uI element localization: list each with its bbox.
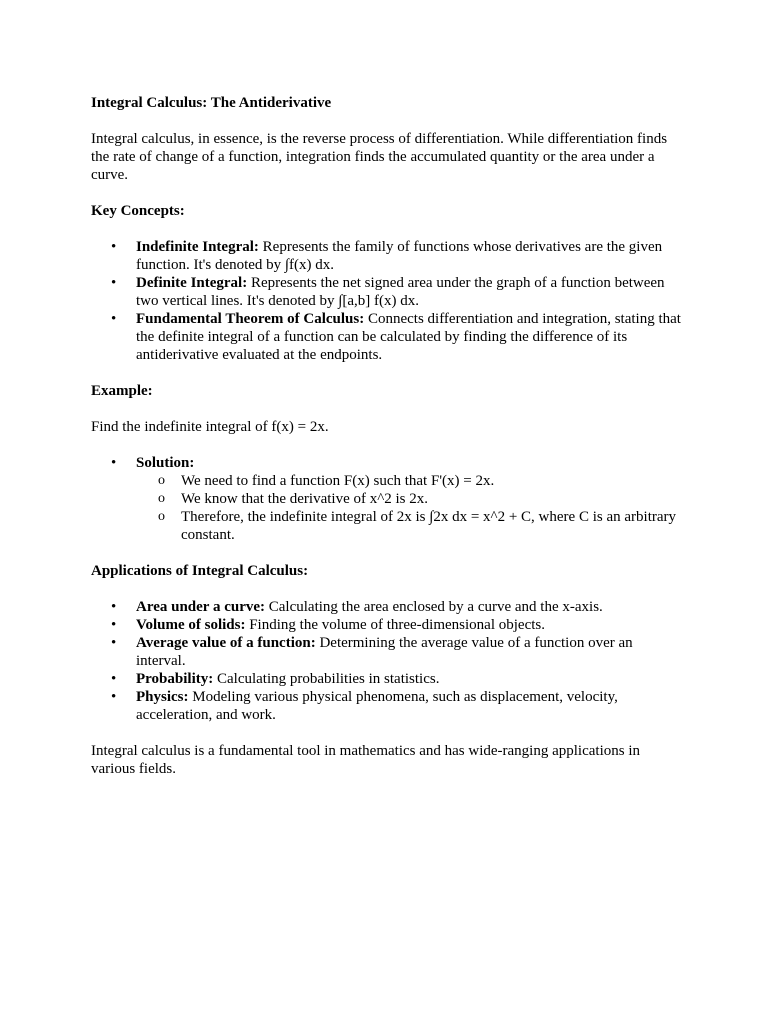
list-item: • Definite Integral: Represents the net signed area under the graph of a function between two vertical lines. It's denoted by ∫[a,b] f(x) dx. <box>91 274 681 310</box>
applications-list <box>91 598 681 724</box>
solution-step: o We know that the derivative of x^2 is 2x. <box>136 490 681 508</box>
document-title: Integral Calculus: The Antiderivative <box>91 95 332 111</box>
solution-label: Solution: <box>136 455 195 471</box>
list-item: • Indefinite Integral: Represents the family of functions whose derivatives are the given function. It's denoted by ∫f(x) dx. <box>91 238 681 274</box>
example-problem: Find the indefinite integral of f(x) = 2x. <box>91 419 329 435</box>
example-heading: Example: <box>91 383 153 399</box>
key-concepts-list <box>91 238 681 364</box>
solution-list <box>91 454 681 544</box>
conclusion-paragraph: Integral calculus is a fundamental tool in mathematics and has wide-ranging applications in various fields. <box>91 743 641 777</box>
applications-heading: Applications of Integral Calculus: <box>91 563 309 579</box>
list-item: • Fundamental Theorem of Calculus: Connects differentiation and integration, stating that the definite integral of a function can be calculated by finding the difference of its antiderivative evaluated at the endpoints. <box>91 310 681 364</box>
solution-step: o Therefore, the indefinite integral of 2x is ∫2x dx = x^2 + C, where C is an arbitrary constant. <box>136 508 681 544</box>
list-item: • Area under a curve: Calculating the area enclosed by a curve and the x-axis. <box>91 598 681 616</box>
solution-steps <box>136 472 681 544</box>
list-item: • Volume of solids: Finding the volume of three-dimensional objects. <box>91 616 681 634</box>
solution-item <box>91 454 681 544</box>
intro-paragraph: Integral calculus, in essence, is the reverse process of differentiation. While differentiation finds the rate of change of a function, integration finds the accumulated quantity or the area under a curve. <box>91 131 668 183</box>
key-concepts-heading: Key Concepts: <box>91 203 185 219</box>
list-item: • Average value of a function: Determining the average value of a function over an interval. <box>91 634 681 670</box>
list-item: • Probability: Calculating probabilities in statistics. <box>91 670 681 688</box>
solution-step: o We need to find a function F(x) such that F'(x) = 2x. <box>136 472 681 490</box>
document-body <box>91 94 681 796</box>
list-item: • Physics: Modeling various physical phenomena, such as displacement, velocity, acceleration, and work. <box>91 688 681 724</box>
